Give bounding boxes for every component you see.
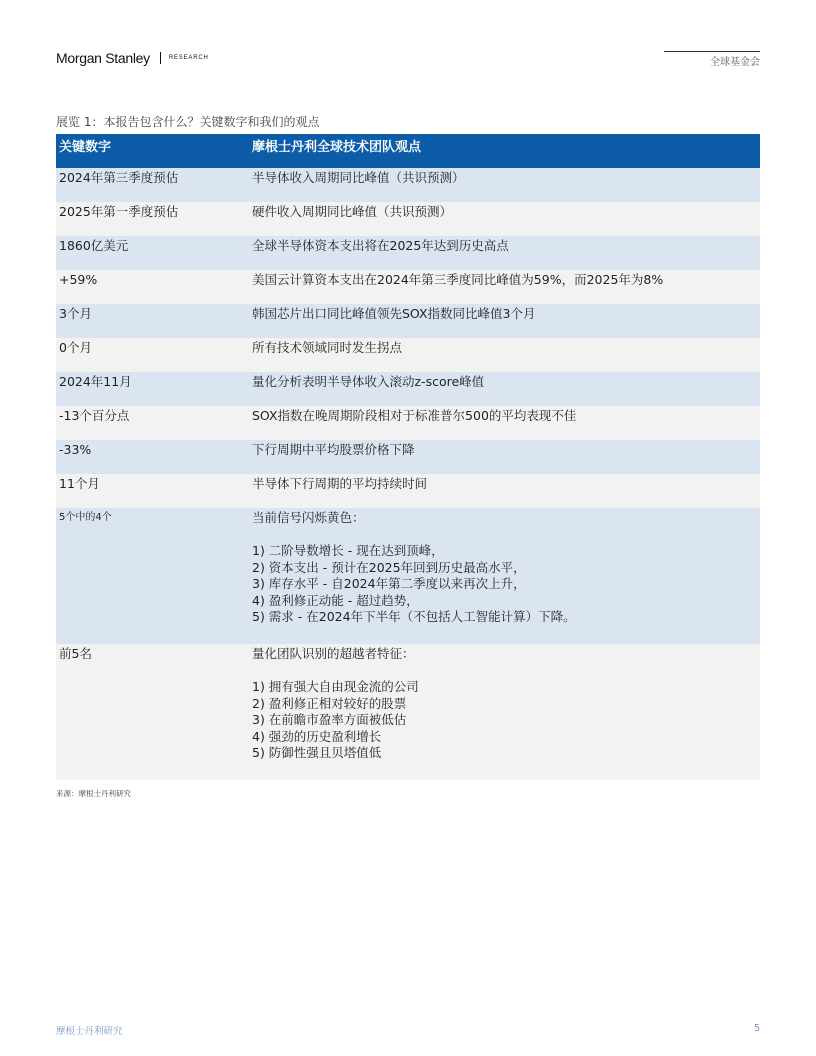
brand-sub: RESEARCH xyxy=(168,55,209,61)
team-view: 下行周期中平均股票价格下降 xyxy=(252,442,415,457)
table-row xyxy=(56,236,760,270)
page-number: 5 xyxy=(753,1023,760,1034)
table-row xyxy=(56,304,760,338)
list-item: 1) 拥有强大自由现金流的公司 xyxy=(252,679,419,694)
team-view-heading: 当前信号闪烁黄色： xyxy=(252,510,365,525)
list-item: 2) 盈利修正相对较好的股票 xyxy=(252,695,407,711)
table-row xyxy=(56,372,760,406)
table-row xyxy=(56,202,760,236)
team-view: 量化分析表明半导体收入滚动z-score峰值 xyxy=(252,374,485,389)
list-item: 1) 二阶导数增长 - 现在达到顶峰， xyxy=(252,543,444,558)
section-label: 全球基金会 xyxy=(710,57,760,68)
table-header xyxy=(56,134,760,168)
key-figure: -13个百分点 xyxy=(59,408,130,423)
table-row xyxy=(56,338,760,372)
key-figure: 5个中的4个 xyxy=(59,512,112,523)
table-row xyxy=(56,440,760,474)
key-figure: 1860亿美元 xyxy=(59,238,129,253)
table-row xyxy=(56,508,760,644)
key-figure: -33% xyxy=(59,442,92,457)
traits-list xyxy=(252,679,754,762)
team-view: 韩国芯片出口同比峰值领先SOX指数同比峰值3个月 xyxy=(252,306,536,321)
list-item: 5) 需求 - 在2024年下半年（不包括人工智能计算）下降。 xyxy=(252,609,576,624)
key-figure: 2025年第一季度预估 xyxy=(59,204,179,219)
team-view xyxy=(250,508,760,644)
table-row xyxy=(56,168,760,202)
table-row xyxy=(56,270,760,304)
table-row xyxy=(56,474,760,508)
exhibit-title: 展览 1：本报告包含什么？关键数字和我们的观点 xyxy=(56,115,320,129)
signal-list xyxy=(252,543,754,626)
key-figure: 2024年第三季度预估 xyxy=(59,170,179,185)
footer-label: 摩根士丹利研究 xyxy=(56,1026,123,1037)
list-item: 2) 资本支出 - 预计在2025年回到历史最高水平， xyxy=(252,559,526,575)
team-view: 半导体收入周期同比峰值（共识预测） xyxy=(252,170,465,185)
team-view: 美国云计算资本支出在2024年第三季度同比峰值为59%，而2025年为8% xyxy=(252,272,664,287)
team-view: SOX指数在晚周期阶段相对于标准普尔500的平均表现不佳 xyxy=(252,408,577,423)
brand-logo xyxy=(56,49,209,67)
list-item: 3) 在前瞻市盈率方面被低估 xyxy=(252,712,407,727)
team-view-heading: 量化团队识别的超越者特征： xyxy=(252,646,415,661)
key-figures-table xyxy=(56,134,760,780)
key-figure: 前5名 xyxy=(59,646,92,661)
key-figure: 11个月 xyxy=(59,476,100,491)
team-view: 硬件收入周期同比峰值（共识预测） xyxy=(252,204,453,219)
list-item: 3) 库存水平 - 自2024年第二季度以来再次上升， xyxy=(252,576,526,591)
list-item: 5) 防御性强且贝塔值低 xyxy=(252,745,382,760)
key-figure: 3个月 xyxy=(59,306,92,321)
header-key-figures: 关键数字 xyxy=(59,140,112,155)
table-row xyxy=(56,644,760,780)
team-view: 半导体下行周期的平均持续时间 xyxy=(252,476,428,491)
table-row xyxy=(56,406,760,440)
source-note: 来源：摩根士丹利研究 xyxy=(56,789,131,798)
header-rule xyxy=(664,51,760,52)
key-figure: 2024年11月 xyxy=(59,374,132,389)
key-figure: 0个月 xyxy=(59,340,92,355)
brand-name: Morgan Stanley xyxy=(56,50,150,66)
key-figure: +59% xyxy=(59,272,98,287)
list-item: 4) 盈利修正动能 - 超过趋势， xyxy=(252,592,419,608)
header-team-view: 摩根士丹利全球技术团队观点 xyxy=(252,140,422,155)
team-view: 全球半导体资本支出将在2025年达到历史高点 xyxy=(252,238,509,253)
list-item: 4) 强劲的历史盈利增长 xyxy=(252,728,382,744)
team-view: 所有技术领域同时发生拐点 xyxy=(252,340,403,355)
brand-divider xyxy=(160,52,161,64)
team-view xyxy=(250,644,760,780)
